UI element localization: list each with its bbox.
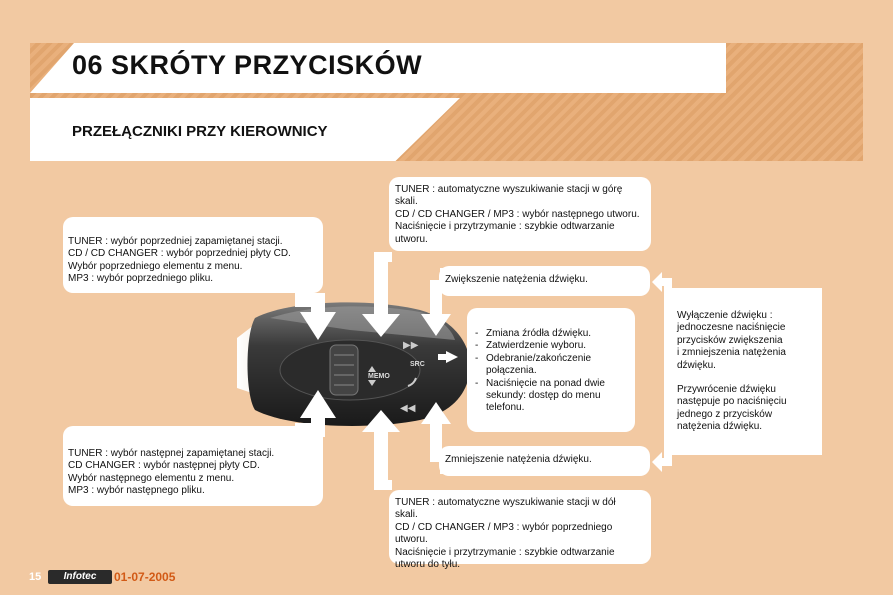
prev-track-icon: ◀◀: [400, 403, 416, 414]
mute-bracket-icon: [652, 272, 672, 472]
seek-up-box: TUNER : automatyczne wyszukiwanie stacji w górę skali. CD / CD CHANGER / MP3 : wybór następnego utworu. Naciśnięcie i przytrzymanie : szybkie odtwarzanie utworu.: [389, 177, 651, 251]
page-number: 15: [29, 571, 42, 583]
infotec-logo: Infotec: [48, 570, 112, 584]
next-preset-box: TUNER : wybór następnej zapamiętanej stacji. CD CHANGER : wybór następnej płyty CD. Wybór następnego elementu z menu. MP3 : wybór następnego pliku.: [63, 426, 323, 506]
volume-up-box: Zwiększenie natężenia dźwięku.: [439, 266, 650, 296]
memo-wheel[interactable]: [330, 345, 358, 395]
memo-label: MEMO: [368, 373, 390, 380]
footer-date: 01-07-2005: [114, 570, 176, 584]
center-function-box: - Zmiana źródła dźwięku. - Zatwierdzenie wyboru. - Odebranie/zakończenie połączenia. - Naciśnięcie na ponad dwie sekundy: dostęp do menu telefonu.: [467, 308, 635, 432]
seek-down-box: TUNER : automatyczne wyszukiwanie stacji w dół skali. CD / CD CHANGER / MP3 : wybór poprzedniego utworu. Naciśnięcie i przytrzymanie : szybkie odtwarzanie utworu do tyłu.: [389, 490, 651, 564]
prev-preset-box: TUNER : wybór poprzedniej zapamiętanej stacji. CD / CD CHANGER : wybór poprzedniej płyty CD. Wybór poprzedniego elementu z menu. MP3 : wybór poprzedniego pliku.: [63, 217, 323, 293]
section-subtitle: PRZEŁĄCZNIKI PRZY KIEROWNICY: [72, 123, 328, 140]
mute-box: Wyłączenie dźwięku : jednoczesne naciśnięcie przycisków zwiększenia i zmniejszenia natężenia dźwięku. Przywrócenie dźwięku następuje po naciśnięciu jednego z przycisków natężenia dźwięku.: [672, 288, 822, 455]
page-title: 06 SKRÓTY PRZYCISKÓW: [72, 50, 423, 80]
src-label: SRC: [410, 361, 425, 368]
volume-down-box: Zmniejszenie natężenia dźwięku.: [439, 446, 650, 476]
next-track-icon: ▶▶: [403, 340, 419, 351]
